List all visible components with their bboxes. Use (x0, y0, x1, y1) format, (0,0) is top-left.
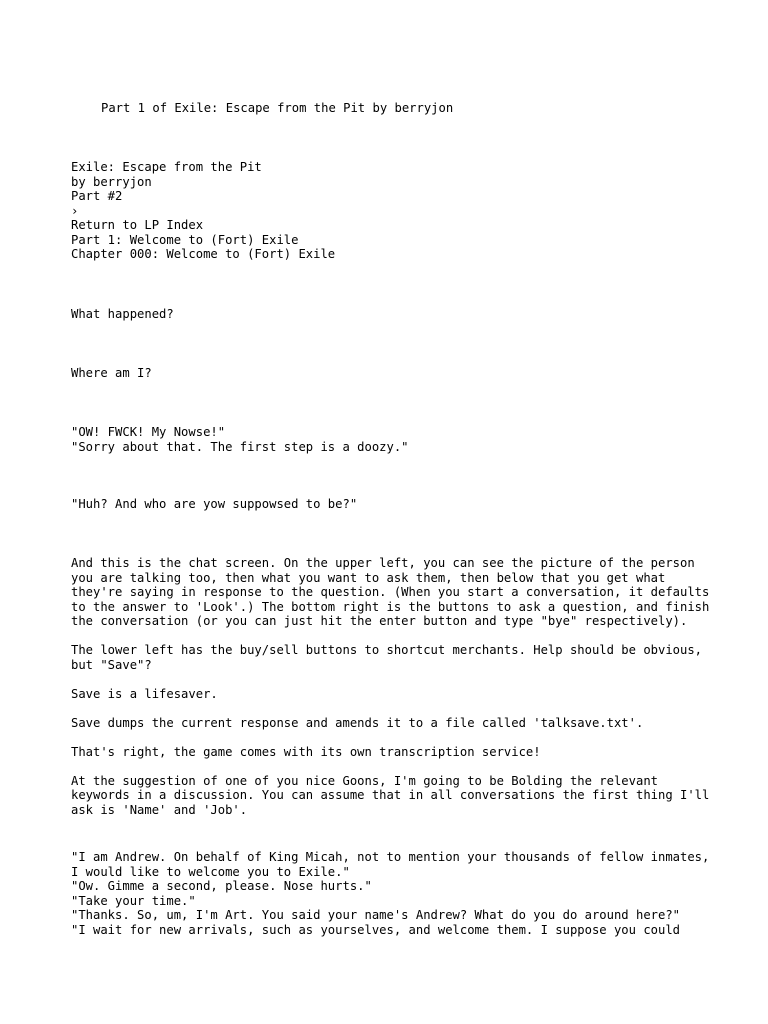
dialogue-line-who: "Huh? And who are yow suppowsed to be?" (71, 497, 358, 511)
header-line-part: Part #2 (71, 189, 123, 203)
paragraph-save-dumps: Save dumps the current response and amends it to a file called 'talksave.txt'. (71, 715, 644, 730)
question-where-am-i: Where am I? (71, 366, 152, 380)
document-title: Part 1 of Exile: Escape from the Pit by berryjon (101, 101, 454, 115)
header-line-author: by berryjon (71, 174, 152, 189)
body-paragraphs (71, 556, 711, 832)
header-line-separator: › (71, 203, 79, 218)
paragraph-transcription: That's right, the game comes with its own transcription service! (71, 744, 541, 759)
header-line-title: Exile: Escape from the Pit (71, 160, 262, 174)
header-line-chapter: Chapter 000: Welcome to (Fort) Exile (71, 247, 336, 261)
paragraph-chat-screen: And this is the chat screen. On the upper left, you can see the picture of the person you are talking too, then what you want to ask them, then below that you get what they're saying in response to the question. (When you start a conversation, it defaults to the answer to 'Look'.) The bottom right is the buttons to ask a question, and finish the conversation (or you can just hit the enter button and type "bye" respectively). (71, 556, 710, 628)
dialogue-line: "Take your time." (71, 893, 196, 908)
dialogue-line: "Ow. Gimme a second, please. Nose hurts." (71, 879, 372, 893)
dialogue-line: "Thanks. So, um, I'm Art. You said your name's Andrew? What do you do around here?" (71, 908, 681, 922)
return-to-index-link[interactable]: Return to LP Index (71, 218, 204, 232)
dialogue-line: "Sorry about that. The first step is a doozy." (71, 439, 409, 454)
dialogue-line: "I wait for new arrivals, such as yourselves, and welcome them. I suppose you could (71, 922, 681, 937)
dialogue-block-1 (71, 425, 409, 454)
dialogue-line: "OW! FWCK! My Nowse!" (71, 425, 226, 439)
header-block (71, 160, 335, 262)
header-line-part-name: Part 1: Welcome to (Fort) Exile (71, 232, 299, 247)
paragraph-lower-left: The lower left has the buy/sell buttons to shortcut merchants. Help should be obvious, but "Save"? (71, 643, 703, 672)
question-what-happened: What happened? (71, 307, 174, 321)
paragraph-bolding: At the suggestion of one of you nice Goons, I'm going to be Bolding the relevant keywords in a discussion. You can assume that in all conversations the first thing I'll ask is 'Name' and 'Job'. (71, 773, 710, 817)
dialogue-block-3 (71, 850, 711, 937)
dialogue-line: "I am Andrew. On behalf of King Micah, not to mention your thousands of fellow inmates, I would like to welcome you to Exile." (71, 850, 710, 879)
paragraph-lifesaver: Save is a lifesaver. (71, 686, 218, 701)
